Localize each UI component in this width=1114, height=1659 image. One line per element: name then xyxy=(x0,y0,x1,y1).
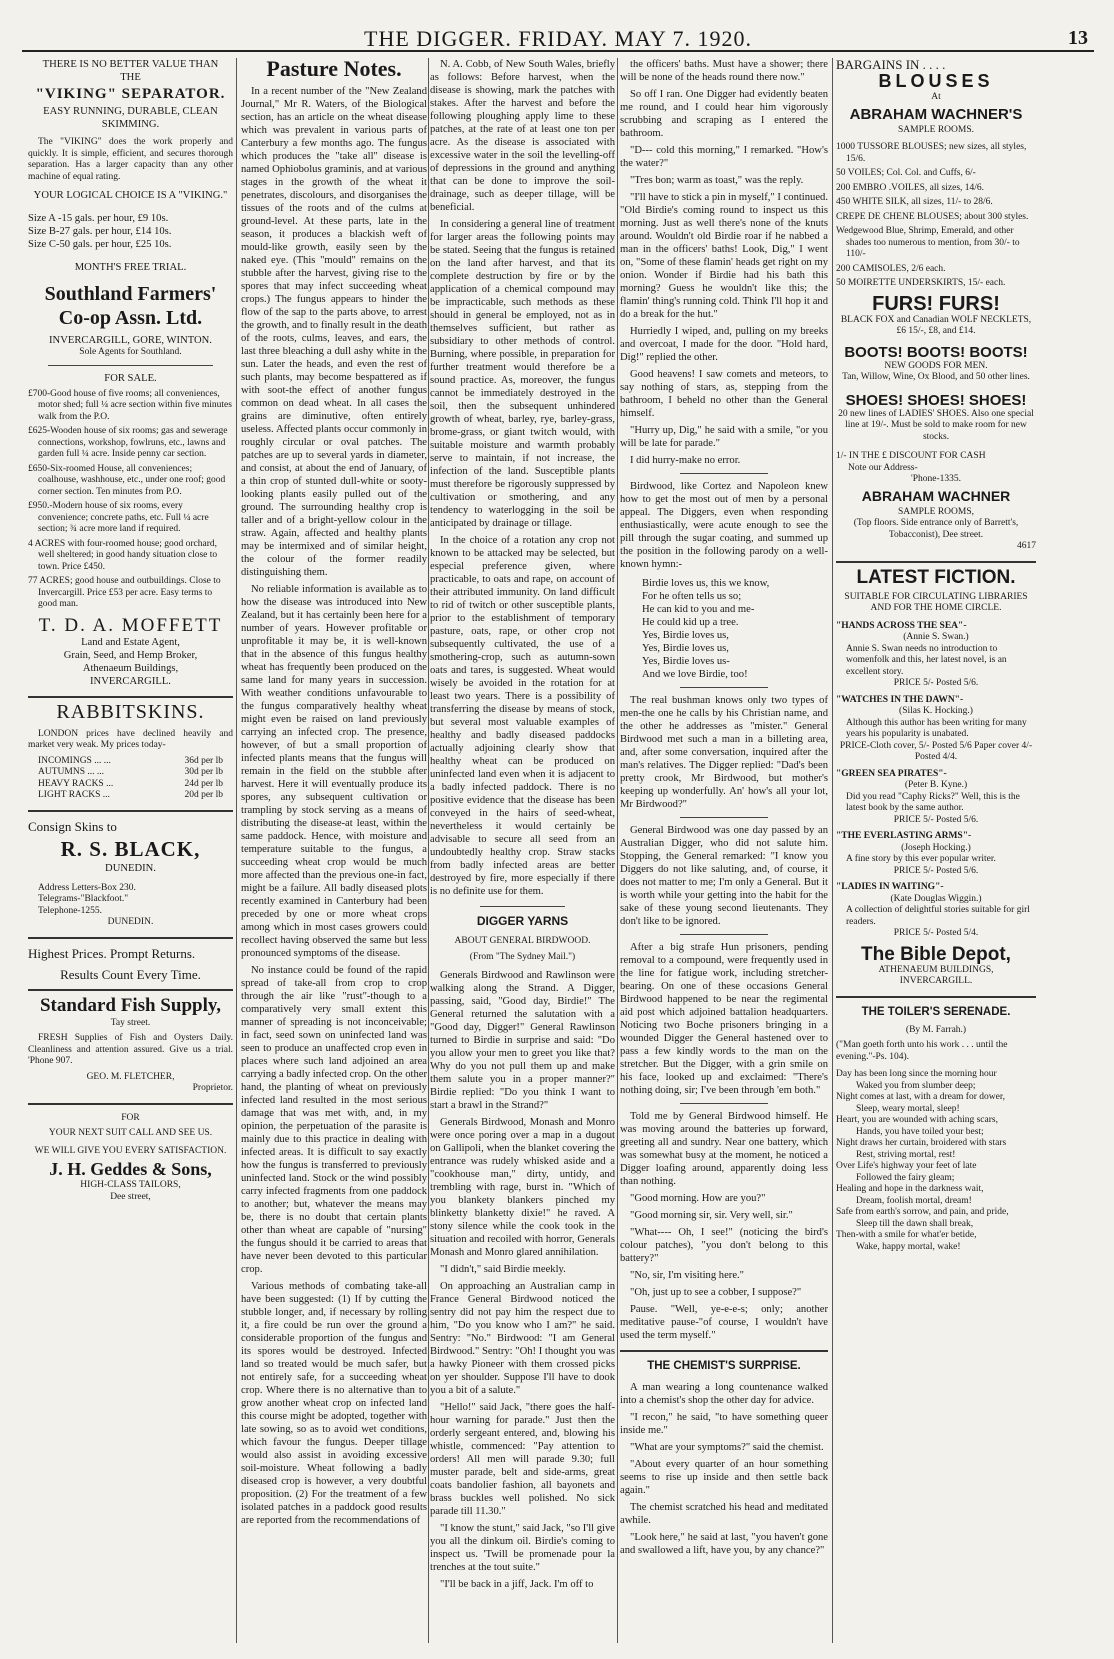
ad-text: Results Count Every Time. xyxy=(60,966,201,982)
table-row xyxy=(38,790,223,802)
list-item: 77 ACRES; good house and outbuildings. Close to Invercargill. Price £53 per acre. Easy terms to good man. xyxy=(28,576,221,609)
paragraph: After a big strafe Hun prisoners, pending removal to a compound, were frequently used in the line for fatigue work, including stretcher-bearing. On one of these occasions General Birdwood happened to be near the regimental aid post which adjoined battalion headquarters. Noticing two Boche prisoners bringing in a wounded Digger the General hastened over to pass a few kindly words to the man on the stretcher. But the Digger, with a grin smile on his face, looked up and exclaimed: "There's nothing doing, sir; I've been through 'em both." xyxy=(620,942,828,1096)
article-title: Pasture Notes. xyxy=(266,58,402,81)
ad-text: YOUR NEXT SUIT CALL AND SEE US. xyxy=(48,1128,213,1138)
list-item: £650-Six-roomed House, all conveniences; coalhouse, washhouse, etc., under one roof; good corner section. Ten minutes from P.O. xyxy=(28,463,226,497)
paragraph: "D--- cold this morning," I remarked. "How's the water?" xyxy=(620,145,828,169)
moffett-ad xyxy=(28,614,233,688)
list-item: 4 ACRES with four-roomed house; good orchard, well sheltered; in good handy situation close to town. Price £450. xyxy=(28,538,218,572)
ad-text: Size C-50 gals. per hour, £25 10s. xyxy=(28,239,172,250)
ad-text: FOR xyxy=(121,1112,140,1123)
ad-heading: R. S. BLACK, xyxy=(60,836,201,861)
masthead xyxy=(22,26,1094,52)
verse-line: Birdie loves us, this we know, xyxy=(642,578,770,589)
book-author: (Annie S. Swan.) xyxy=(903,632,969,642)
paragraph: A man wearing a long countenance walked into a chemist's shop the other day for advice. xyxy=(620,1382,828,1406)
ad-heading: FURS! FURS! xyxy=(872,292,1000,315)
verse-line: Safe from earth's sorrow, and pain, and pride, xyxy=(836,1207,1009,1217)
ad-text: Address Letters-Box 230. xyxy=(38,882,136,893)
verse-line: Yes, Birdie loves us- xyxy=(642,656,730,667)
ad-text: NEW GOODS FOR MEN. xyxy=(884,360,988,371)
list-item: £950.-Modern house of six rooms, every convenience; concrete paths, etc. Full ¼ acre section; ¾ acre more land if required. xyxy=(28,501,209,534)
cell: HEAVY RACKS ... xyxy=(38,778,114,789)
section-subtitle: ABOUT GENERAL BIRDWOOD. xyxy=(454,936,591,946)
section-title: THE CHEMIST'S SURPRISE. xyxy=(647,1360,801,1372)
book-price: PRICE 5/- Posted 5/4. xyxy=(893,928,979,938)
column-rule xyxy=(617,58,618,1643)
ad-heading: Southland Farmers' Co-op Assn. Ltd. xyxy=(44,283,217,329)
ad-text: 20 new lines of LADIES' SHOES. Also one special line at 19/-. Must be sold to make room for new stocks. xyxy=(838,408,1034,442)
paragraph: In considering a general line of treatment for larger areas the following points may be stated. Seeing that the fungus is retained on the land after harvest, and that its complete destruction by fire or by the application of a chemical compound may be impracticable, such methods as these should in general be employed, not as in themselves sufficient, but rather as subsidiary to other methods of control. Burning, where possible, in preparation for further treatment would therefore be a sound practice. As, moreover, the fungus cannot be immediately destroyed in the soil, then the subsequent unhindered growth of wheat, barley, rye, barley-grass, brome-grass, or giant twitch would, with suitable moisture and warmth probably serve to maintain, if not increase, the infection of the land. Susceptible plants must therefore be rigorously suppressed by cultivation or smothering, and any tendency to waterlogging in the soil be anticipated by drainage or tillage. xyxy=(430,219,615,529)
cell: 20d per lb xyxy=(184,790,223,800)
paragraph: "I'll be back in a jiff, Jack. I'm off to xyxy=(440,1579,594,1590)
paragraph: Birdwood, like Cortez and Napoleon knew how to get the most out of men by a personal appeal. The Diggers, even when responding enthusiastically, were acute enough to see the pill through the sugar coating, and summed up the position in the following parody on a well-known hymn:- xyxy=(620,481,828,570)
paragraph: "Hello!" said Jack, "there goes the half-hour warning for parade." Just then the orderly sergeant entered, and, blowing his whistle, commenced: "Pay attention to orders! All men will parade 9.30; full muster parade, belt and side-arms, great coats bandolier fashion, all bayonets and brass buckles well polished. No sick parade till 11.30." xyxy=(430,1402,615,1517)
ad-text: HIGH-CLASS TAILORS, xyxy=(80,1180,181,1190)
paragraph: Hurriedly I wiped, and, pulling on my breeks and overcoat, I made for the door. "Hold hard, Dig!" replied the other. xyxy=(620,326,828,363)
list-item: 50 MOIRETTE UNDERSKIRTS, 15/- each. xyxy=(836,278,1006,288)
ad-text: EASY RUNNING, DURABLE, CLEAN SKIMMING. xyxy=(43,106,218,130)
paragraph: Good heavens! I saw comets and meteors, to say nothing of stars, as, stepping from the bathroom, I beheld no other than the General himself. xyxy=(620,369,828,419)
ad-text: INVERCARGILL, GORE, WINTON. xyxy=(49,335,212,346)
book-description: A fine story by this ever popular writer. xyxy=(846,854,996,864)
book-price: PRICE 5/- Posted 5/6. xyxy=(893,814,979,825)
rabbit-price-table xyxy=(38,756,223,802)
cell: 24d per lb xyxy=(184,778,223,789)
paragraph: "Look here," he said at last, "you haven't gone and swallowed a lift, have you, by any chance?" xyxy=(620,1532,828,1556)
poem xyxy=(642,577,828,681)
serenade-poem xyxy=(836,1006,1036,1254)
column-5 xyxy=(836,58,1036,1643)
ad-heading: The Bible Depot, xyxy=(861,943,1011,965)
paragraph: "I didn't," said Birdie meekly. xyxy=(440,1264,566,1275)
book-list xyxy=(836,621,1036,940)
ad-text: Telephone-1255. xyxy=(38,905,102,916)
book-author: (Silas K. Hocking.) xyxy=(899,706,973,716)
cell: INCOMINGS ... ... xyxy=(38,755,111,766)
ad-text: Sole Agents for Southland. xyxy=(79,347,182,357)
book-author: (Joseph Hocking.) xyxy=(901,842,971,853)
table-row xyxy=(38,767,223,779)
book-author: (Peter B. Kyne.) xyxy=(904,780,968,790)
verse-line: Then-with a smile for what'er betide, xyxy=(836,1230,977,1240)
verse-line: Waked you from slumber deep; xyxy=(856,1080,976,1091)
ad-heading: BOOTS! BOOTS! BOOTS! xyxy=(844,343,1028,361)
list-item: 50 VOILES; Col. Col. and Cuffs, 6/- xyxy=(836,168,976,178)
ad-text: BARGAINS IN . . . . xyxy=(836,58,946,72)
paragraph: General Birdwood was one day passed by an Australian Digger, who did not salute him. Stopping, the General remarked: "I know you Diggers do not like saluting, and, of course, it does not matter to me; I'm only a General. But it is worth while your getting into the habit for the sake of these young second lieutenants. They don't like to be ignored. xyxy=(620,825,828,927)
book-description: Annie S. Swan needs no introduction to womenfolk and this, her latest novel, is an excellent story. xyxy=(846,643,1007,677)
ad-text: Size A -15 gals. per hour, £9 10s. xyxy=(28,213,169,224)
cell: AUTUMNS ... ... xyxy=(38,767,104,777)
verse-line: Night draws her curtain, broidered with stars xyxy=(836,1138,1007,1148)
geddes-ad xyxy=(28,1113,233,1204)
list-item: CREPE DE CHENE BLOUSES; about 300 styles. xyxy=(836,211,1029,222)
list-item: 450 WHITE SILK, all sizes, 11/- to 28/6. xyxy=(836,197,993,207)
ad-text: 1/- IN THE £ DISCOUNT FOR CASH xyxy=(836,451,986,461)
paragraph: On approaching an Australian camp in France General Birdwood noticed the sentry did not pay him the respect due to him, "Do you know who I am?" he said. Sentry: "No." Birdwood: "I am General Birdwood." Sentry: "Oh! I thought you was a hawky Pioneer with them crossed picks on yer shoulder. Suppose I'll have to dook you a bit of a salute." xyxy=(430,1281,615,1396)
list-item: 200 CAMISOLES, 2/6 each. xyxy=(836,263,946,274)
ad-heading: BLOUSES xyxy=(878,71,994,91)
paragraph: Various methods of combating take-all have been suggested: (1) If by cutting the stubble longer, and, if necessary by rolling it, a fire could be run over the ground a considerable proportion of the fungus and its spores would be destroyed. Infected land so treated would be much safer, but not entirely safe, for a succeeding wheat crop. Where there is no alternative than to grow another wheat crop on infected land this course might be adopted, together with late sowing, so as to avoid wet conditions, which favour the fungus. Deeper tillage would also assist in avoiding excessive soil-moisture. Wheat following a badly diseased crop is however, a very doubtful proposition. (2) For the treatment of a few isolated patches in a paddock good results are reported from the recommendations of xyxy=(241,1281,427,1526)
paragraph: No reliable information is available as to how the disease was introduced into New Zealand, but it has certainly been here for a number of years. However profitable or unprofitable it may be, it is well-known that in the absence of this fungus healthy wheat has frequently been produced on the same land for many years in succession. With weather conditions unfavourable to the fungus comparatively healthy wheat might even be raised on land previously carrying an infected crop. The presence, however, of but a small proportion of infected plants means that the fungus will remain in the field on the stubble after harvest. Here it will eventually produce its spores, any subsequent cultivation or trampling by stock serving as a means of distributing the disease-at least, within the same paddock. Hence, with moisture and temperature suitable to the fungus, a succeeding wheat crop would be much more affected than the previous one-in fact, might be a failure. All badly diseased plots recently examined in Canterbury had been preceded by one or more wheat crops among which in most cases growers could recollect having observed the same but less pronounced symptoms of the disease. xyxy=(241,584,427,959)
cell: 36d per lb xyxy=(184,755,223,766)
paragraph: "Hurry up, Dig," he said with a smile, "or you will be late for parade." xyxy=(620,425,828,449)
verse-line: Day has been long since the morning hour xyxy=(836,1069,997,1079)
verse-line: Sleep till the dawn shall break, xyxy=(856,1218,974,1229)
ad-text: THERE IS NO BETTER VALUE THAN xyxy=(42,59,219,70)
list-item: £700-Good house of five rooms; all conveniences, motor shed; full ¼ acre section within five minutes walk from the P.O. xyxy=(28,388,232,422)
ad-text: Land and Estate Agent, xyxy=(81,636,180,648)
ad-heading: ABRAHAM WACHNER'S xyxy=(849,105,1023,123)
fiction-ad xyxy=(836,566,1036,988)
column-2 xyxy=(241,58,427,1643)
page-number: 13 xyxy=(1068,27,1088,49)
paragraph: Pause. "Well, ye-e-e-s; only; another meditative pause-"of course, I wouldn't have used the term myself." xyxy=(620,1304,828,1341)
list-item: £625-Wooden house of six rooms; gas and sewerage connections, workshop, fowlruns, etc., lawns and garden full ¼ acre. Inside penny car section. xyxy=(28,426,228,459)
book-price: PRICE 5/- Posted 5/6. xyxy=(893,865,979,876)
verse-line: Healing and hope in the darkness wait, xyxy=(836,1184,984,1194)
column-rule xyxy=(428,58,429,1643)
ad-text: YOUR LOGICAL CHOICE IS A "VIKING." xyxy=(33,190,228,201)
book-title: "WATCHES IN THE DAWN"- xyxy=(836,694,964,705)
book-author: (Kate Douglas Wiggin.) xyxy=(890,893,982,904)
ad-text: SUITABLE FOR CIRCULATING LIBRARIES AND FOR THE HOME CIRCLE. xyxy=(844,591,1028,613)
ad-text: INVERCARGILL. xyxy=(899,976,973,986)
ad-text: Grain, Seed, and Hemp Broker, xyxy=(63,649,198,661)
paragraph: "Good morning. How are you?" xyxy=(630,1193,766,1204)
paragraph: "I recon," he said, "to have something queer inside me." xyxy=(620,1412,828,1436)
paragraph: "I'll have to stick a pin in myself," I continued. "Old Birdie's coming round to inspect us this morning. Just as well there's none of the knuts around. Wouldn't old Birdie roar if he nabbed a man in the officers' baths! Look, Dig," I went on, "Some of these flamin' heads get right on my onion. Wonder if Birdie had his bath this morning? Guess he wouldn't like this; the flamin' thing's running cold. Think I'll hop it and do a break for the hut." xyxy=(620,192,828,320)
paragraph: No instance could be found of the rapid spread of take-all from crop to crop through the air like "rust"-though to a comparatively very small extent this manner of spreading is not inconceivable; in fact, seed sown on uninfected land was seen to produce an unaffected crop even in places where such land adjoined an area carrying a badly infected crop. On the other hand, the planting of wheat on previously infected land resulted in the most serious damage that was met with, and, in my opinion, the perpetuation of the parasite is mainly due to this practice in dealing with infected areas. It is difficult to say exactly how the fungus is transferred to previously uninfected land. Stock or the wind possibly carry infected fragments from one paddock to another; but, whatever the means may be, there is no doubt that certain plants other than wheat are capable of "nursing" the fungus should it be carried to areas that have never been devoted to this particular crop. xyxy=(241,965,427,1275)
paragraph: "What are your symptoms?" said the chemist. xyxy=(630,1442,824,1453)
paragraph: The real bushman knows only two types of men-the one he calls by his Christian name, and the other he addresses as "mister." General Birdwood met such a man in a billeting area, and, after some conversation, inquired after the man's relatives. The Digger replied: "Dad's been pretty crook, Mr Birdwood, but mother's keeping up wonderfully. An' how's all your lot, Mr Birdwood?" xyxy=(620,695,828,810)
table-row xyxy=(38,779,223,791)
for-sale-list xyxy=(28,389,233,611)
book-description: Did you read "Caphy Ricks?" Well, this is the latest book by the same author. xyxy=(846,791,1020,813)
ad-text: Consign Skins to xyxy=(28,818,117,834)
verse-line: He could kid up a tree. xyxy=(642,617,739,628)
ad-heading: "VIKING" SEPARATOR. xyxy=(35,86,226,102)
black-ad xyxy=(28,820,233,929)
paragraph: The chemist scratched his head and meditated awhile. xyxy=(620,1502,828,1526)
ad-heading: LATEST FICTION. xyxy=(856,566,1016,588)
verse-line: Followed the fairy gleam; xyxy=(856,1172,955,1183)
ad-text: Tay street. xyxy=(110,1017,151,1028)
ad-number: 4617 xyxy=(1017,541,1036,551)
poem-title: THE TOILER'S SERENADE. xyxy=(861,1005,1011,1018)
poem-epigraph: ("Man goeth forth unto his work . . . until the evening."-Ps. 104). xyxy=(836,1040,1008,1062)
ad-text: SAMPLE ROOMS. xyxy=(897,124,975,135)
ad-text: Note our Address- xyxy=(848,462,918,473)
book-title: "THE EVERLASTING ARMS"- xyxy=(836,831,972,841)
verse-line: And we love Birdie, too! xyxy=(642,669,748,680)
ad-heading: Standard Fish Supply, xyxy=(39,994,222,1016)
ad-text: The "VIKING" does the work properly and quickly. It is simple, efficient, and secures thorough separation. Has a larger capacity than any other machine of equal rating. xyxy=(28,137,233,182)
ad-text: MONTH'S FREE TRIAL. xyxy=(74,262,187,273)
book-title: "HANDS ACROSS THE SEA"- xyxy=(836,620,967,631)
column-4 xyxy=(620,58,828,1643)
paragraph: the officers' baths. Must have a shower; there will be none of the heads round there now." xyxy=(620,59,828,83)
paragraph: Generals Birdwood and Rawlinson were walking along the Strand. A Digger, passing, said, "Good day, Birdie!" The General returned the salutation with a "Good day, Digger!" General Rawlinson turned to Birdie in surprise and said: "Do you allow your men to greet you like that? Why do you not pull them up and make them salute you in a proper manner?" Birdie replied: "Do you think I want to start a brawl in the Strand?" xyxy=(430,970,615,1111)
ad-heading: T. D. A. MOFFETT xyxy=(38,614,223,636)
ad-text: 'Phone-1335. xyxy=(910,474,961,484)
ad-text: INVERCARGILL. xyxy=(90,675,171,687)
column-rule xyxy=(236,58,237,1643)
paragraph: "What---- Oh, I see!" (noticing the bird's colour patches), "you don't belong to this battery?" xyxy=(620,1227,828,1264)
column-rule xyxy=(832,58,833,1643)
ad-text: Proprietor. xyxy=(192,1083,233,1093)
section-source: (From "The Sydney Mail.") xyxy=(469,951,576,962)
paragraph: In the choice of a rotation any crop not known to be attacked may be selected, but especial preference given, where practicable, to oats and rape, on account of their attributed immunity. On land difficult to rid of twitch or other susceptible plants, prior to the establishment of temporary pasture, oats, rape, or other crop not subsequently cultivated, the use of a smothering-crop, such as autumn-sown oats and tares, is suggested. Wheat would wisely be avoided in the rotation for at least two years. There is a possibility of transferring the disease by means of stock, but several most valuable examples of healthy and badly diseased paddocks actually adjoining clearly show that healthy wheat can be produced on uninfected land even when it is adjacent to a badly infected paddock. There is no positive evidence that the disease has been conveyed in the hairs of seed-wheat, nevertheless it would certainly be advisable to secure all seed from an undoubtedly healthy crop. Straw stacks from badly infected areas are better destroyed by fire, more especially if there is no definite use for them. xyxy=(430,535,615,897)
verse-line: Rest, striving mortal, rest! xyxy=(856,1149,956,1160)
poem-author: (By M. Farrah.) xyxy=(905,1024,967,1035)
verse-line: For he often tells us so; xyxy=(642,591,742,602)
book-title: "GREEN SEA PIRATES"- xyxy=(836,768,947,779)
verse-line: Yes, Birdie loves us, xyxy=(642,630,729,641)
paragraph: "Tres bon; warm as toast," was the reply. xyxy=(630,175,804,186)
southland-ad xyxy=(28,282,233,359)
column-1 xyxy=(28,58,233,1643)
ad-heading: SHOES! SHOES! SHOES! xyxy=(845,391,1027,409)
verse-line: Over Life's highway your feet of late xyxy=(836,1161,977,1171)
paragraph: In a recent number of the "New Zealand Journal," Mr R. Waters, of the Biological section, has an article on the wheat disease which was prevalent in various parts of Canterbury a few months ago. The fungus which produces the "take all" disease is named Ophiobolus graminis, and at various stages in the growth of the wheat it penetrates, discolours, and disorganises the tissues of the roots and of the culms at ground-level. At these parts, late in the season, it produces a blackish weft of mould-like growth, easily seen by the naked eye. (This "mould" remains on the stubble after the harvest, giving rise to the spores that may infect succeeding wheat crops.) The fungus appears to hinder the flow of the sap to the parts above, to arrest the growth, and to finally result in the death of the roots, culms, leaves, and ears, the last three bleaching a dull ashy white in the sun. Later the heads, and even the rest of such plants, may become bespattered as if with soot-the effect of another fungus common on dead wheat. In all cases the grains are diminutive, often entirely useless. Affected plants occur commonly in roughly circular or oval patches. The patches are up to several yards in diameter, and consist, at about the end of January, of a thin crop of stunted dull-white or sooty-looking plants easily pulled out of the ground. The surrounding healthy crop is taller and of a bright-yellow colour in the straw. Again, affected and healthy plants may be intermixed and of similar height, the colour of the former readily distinguishing them. xyxy=(241,86,427,578)
verse-line: Heart, you are wounded with aching scars, xyxy=(836,1115,998,1125)
book-description: A collection of delightful stories suitable for girl readers. xyxy=(846,905,1030,927)
cell: LIGHT RACKS ... xyxy=(38,790,110,800)
table-row xyxy=(38,756,223,768)
paragraph: "No, sir, I'm visiting here." xyxy=(630,1270,744,1281)
verse-line: Wake, happy mortal, wake! xyxy=(856,1241,961,1252)
for-sale-heading: FOR SALE. xyxy=(104,372,157,384)
ad-text: Highest Prices. Prompt Returns. xyxy=(28,945,196,961)
ad-text: DUNEDIN. xyxy=(107,917,154,927)
paragraph: "I know the stunt," said Jack, "so I'll give you all the dinkum oil. Birdie's coming to inspect us. 'Twill be promenade pour la trenches at the tout suite." xyxy=(430,1523,615,1573)
ad-text: Tan, Willow, Wine, Ox Blood, and 50 other lines. xyxy=(842,372,1030,382)
ad-text: WE WILL GIVE YOU EVERY SATISFACTION. xyxy=(34,1145,227,1156)
paragraph: Generals Birdwood, Monash and Monro were once poring over a map in a dugout on Gallipoli, when the blanket covering the entrance was rudely whisked aside and a "cookhouse man," dirty, untidy, and trembling with rage, burst in. "Which of you blankety blankers pinched my blinketty blanketty dixie!" he raved. A stony silence while the cook took in the situation and recoiled with horror, Generals Monash and Monro glared annihilation. xyxy=(430,1117,615,1258)
ad-text: THE xyxy=(120,72,141,83)
ad-text: FRESH Supplies of Fish and Oysters Daily. Cleanliness and attention assured. Give us a trial. 'Phone 907. xyxy=(28,1033,233,1066)
list-item: 1000 TUSSORE BLOUSES; new sizes, all styles, 15/6. xyxy=(836,142,1027,164)
ad-text: (Top floors. Side entrance only of Barrett's, Tobacconist), Dee street. xyxy=(853,518,1019,540)
rabbitskins-heading: RABBITSKINS. xyxy=(56,700,205,723)
verse-line: Hands, you have toiled your best; xyxy=(856,1126,984,1137)
book-description: Although this author has been writing for many years his popularity is unabated. xyxy=(846,717,1027,739)
paragraph: "About every quarter of an hour something seems to rise up inside and then settle back again." xyxy=(620,1459,828,1496)
section-title: DIGGER YARNS xyxy=(476,914,569,928)
paragraph: Told me by General Birdwood himself. He was moving around the batteries up forward, greeting all and sundry. Near one battery, which was somewhat busy at the moment, he noticed a Digger loafing around, apparently doing less than nothing. xyxy=(620,1111,828,1187)
cell: 30d per lb xyxy=(184,767,223,777)
book-price: PRICE-Cloth cover, 5/- Posted 5/6 Paper cover 4/- Posted 4/4. xyxy=(839,740,1033,762)
ad-text: BLACK FOX and Canadian WOLF NECKLETS, £6 15/-, £8, and £14. xyxy=(840,314,1032,336)
ad-text: SAMPLE ROOMS, xyxy=(897,506,975,517)
viking-ad xyxy=(28,58,233,274)
list-item: Wedgewood Blue, Shrimp, Emerald, and other shades too numerous to mention, from 30/- to 110/- xyxy=(836,226,1020,259)
verse-line: Night comes at last, with a dream for dower, xyxy=(836,1092,1005,1102)
book-price: PRICE 5/- Posted 5/6. xyxy=(893,678,979,688)
ad-text: At xyxy=(931,92,941,102)
ad-text: DUNEDIN. xyxy=(105,862,156,874)
column-3 xyxy=(430,58,615,1643)
verse-line: Sleep, weary mortal, sleep! xyxy=(856,1103,960,1114)
list-item: 200 EMBRO .VOILES, all sizes, 14/6. xyxy=(836,182,985,193)
fish-ad xyxy=(28,994,233,1095)
verse-line: Dream, foolish mortal, dream! xyxy=(856,1195,972,1206)
ad-heading: ABRAHAM WACHNER xyxy=(861,487,1011,504)
ad-text: Dee street, xyxy=(110,1191,151,1202)
paragraph: "Good morning sir, sir. Very well, sir." xyxy=(630,1210,793,1221)
ad-text: ATHENAEUM BUILDINGS, xyxy=(878,964,994,975)
paragraph: So off I ran. One Digger had evidently beaten me round, and I could hear him vigorously scrubbing and scraping as I entered the bathroom. xyxy=(620,89,828,139)
ad-text: Telegrams-"Blackfoot." xyxy=(38,894,129,904)
ad-text: Size B-27 gals. per hour, £14 10s. xyxy=(28,226,172,237)
masthead-title: THE DIGGER. FRIDAY. MAY 7. 1920. xyxy=(364,26,752,51)
book-title: "LADIES IN WAITING"- xyxy=(836,882,944,892)
ad-heading: J. H. Geddes & Sons, xyxy=(49,1159,212,1179)
ad-text: GEO. M. FLETCHER, xyxy=(86,1071,175,1082)
paragraph: N. A. Cobb, of New South Wales, briefly as follows: Before harvest, when the disease is showing, mark the patches with stakes. After the harvest and before the following ploughing apply lime to these patches, at the rate of at least one ton per acre. As the disease is associated with excessive water in the soil the levelling-off of depressions in the ground and anything that can be done to improve the soil-drainage, such as deeper tillage, will be beneficial. xyxy=(430,59,615,213)
verse-line: Yes, Birdie loves us, xyxy=(642,643,729,654)
paragraph: I did hurry-make no error. xyxy=(630,455,741,466)
paragraph: "Oh, just up to see a cobber, I suppose?" xyxy=(630,1287,802,1298)
ad-text: LONDON prices have declined heavily and market very weak. My prices today- xyxy=(28,728,233,750)
ad-text: Athenaeum Buildings, xyxy=(82,662,179,674)
verse-line: He can kid to you and me- xyxy=(642,604,755,615)
wachner-ad xyxy=(836,58,1036,553)
